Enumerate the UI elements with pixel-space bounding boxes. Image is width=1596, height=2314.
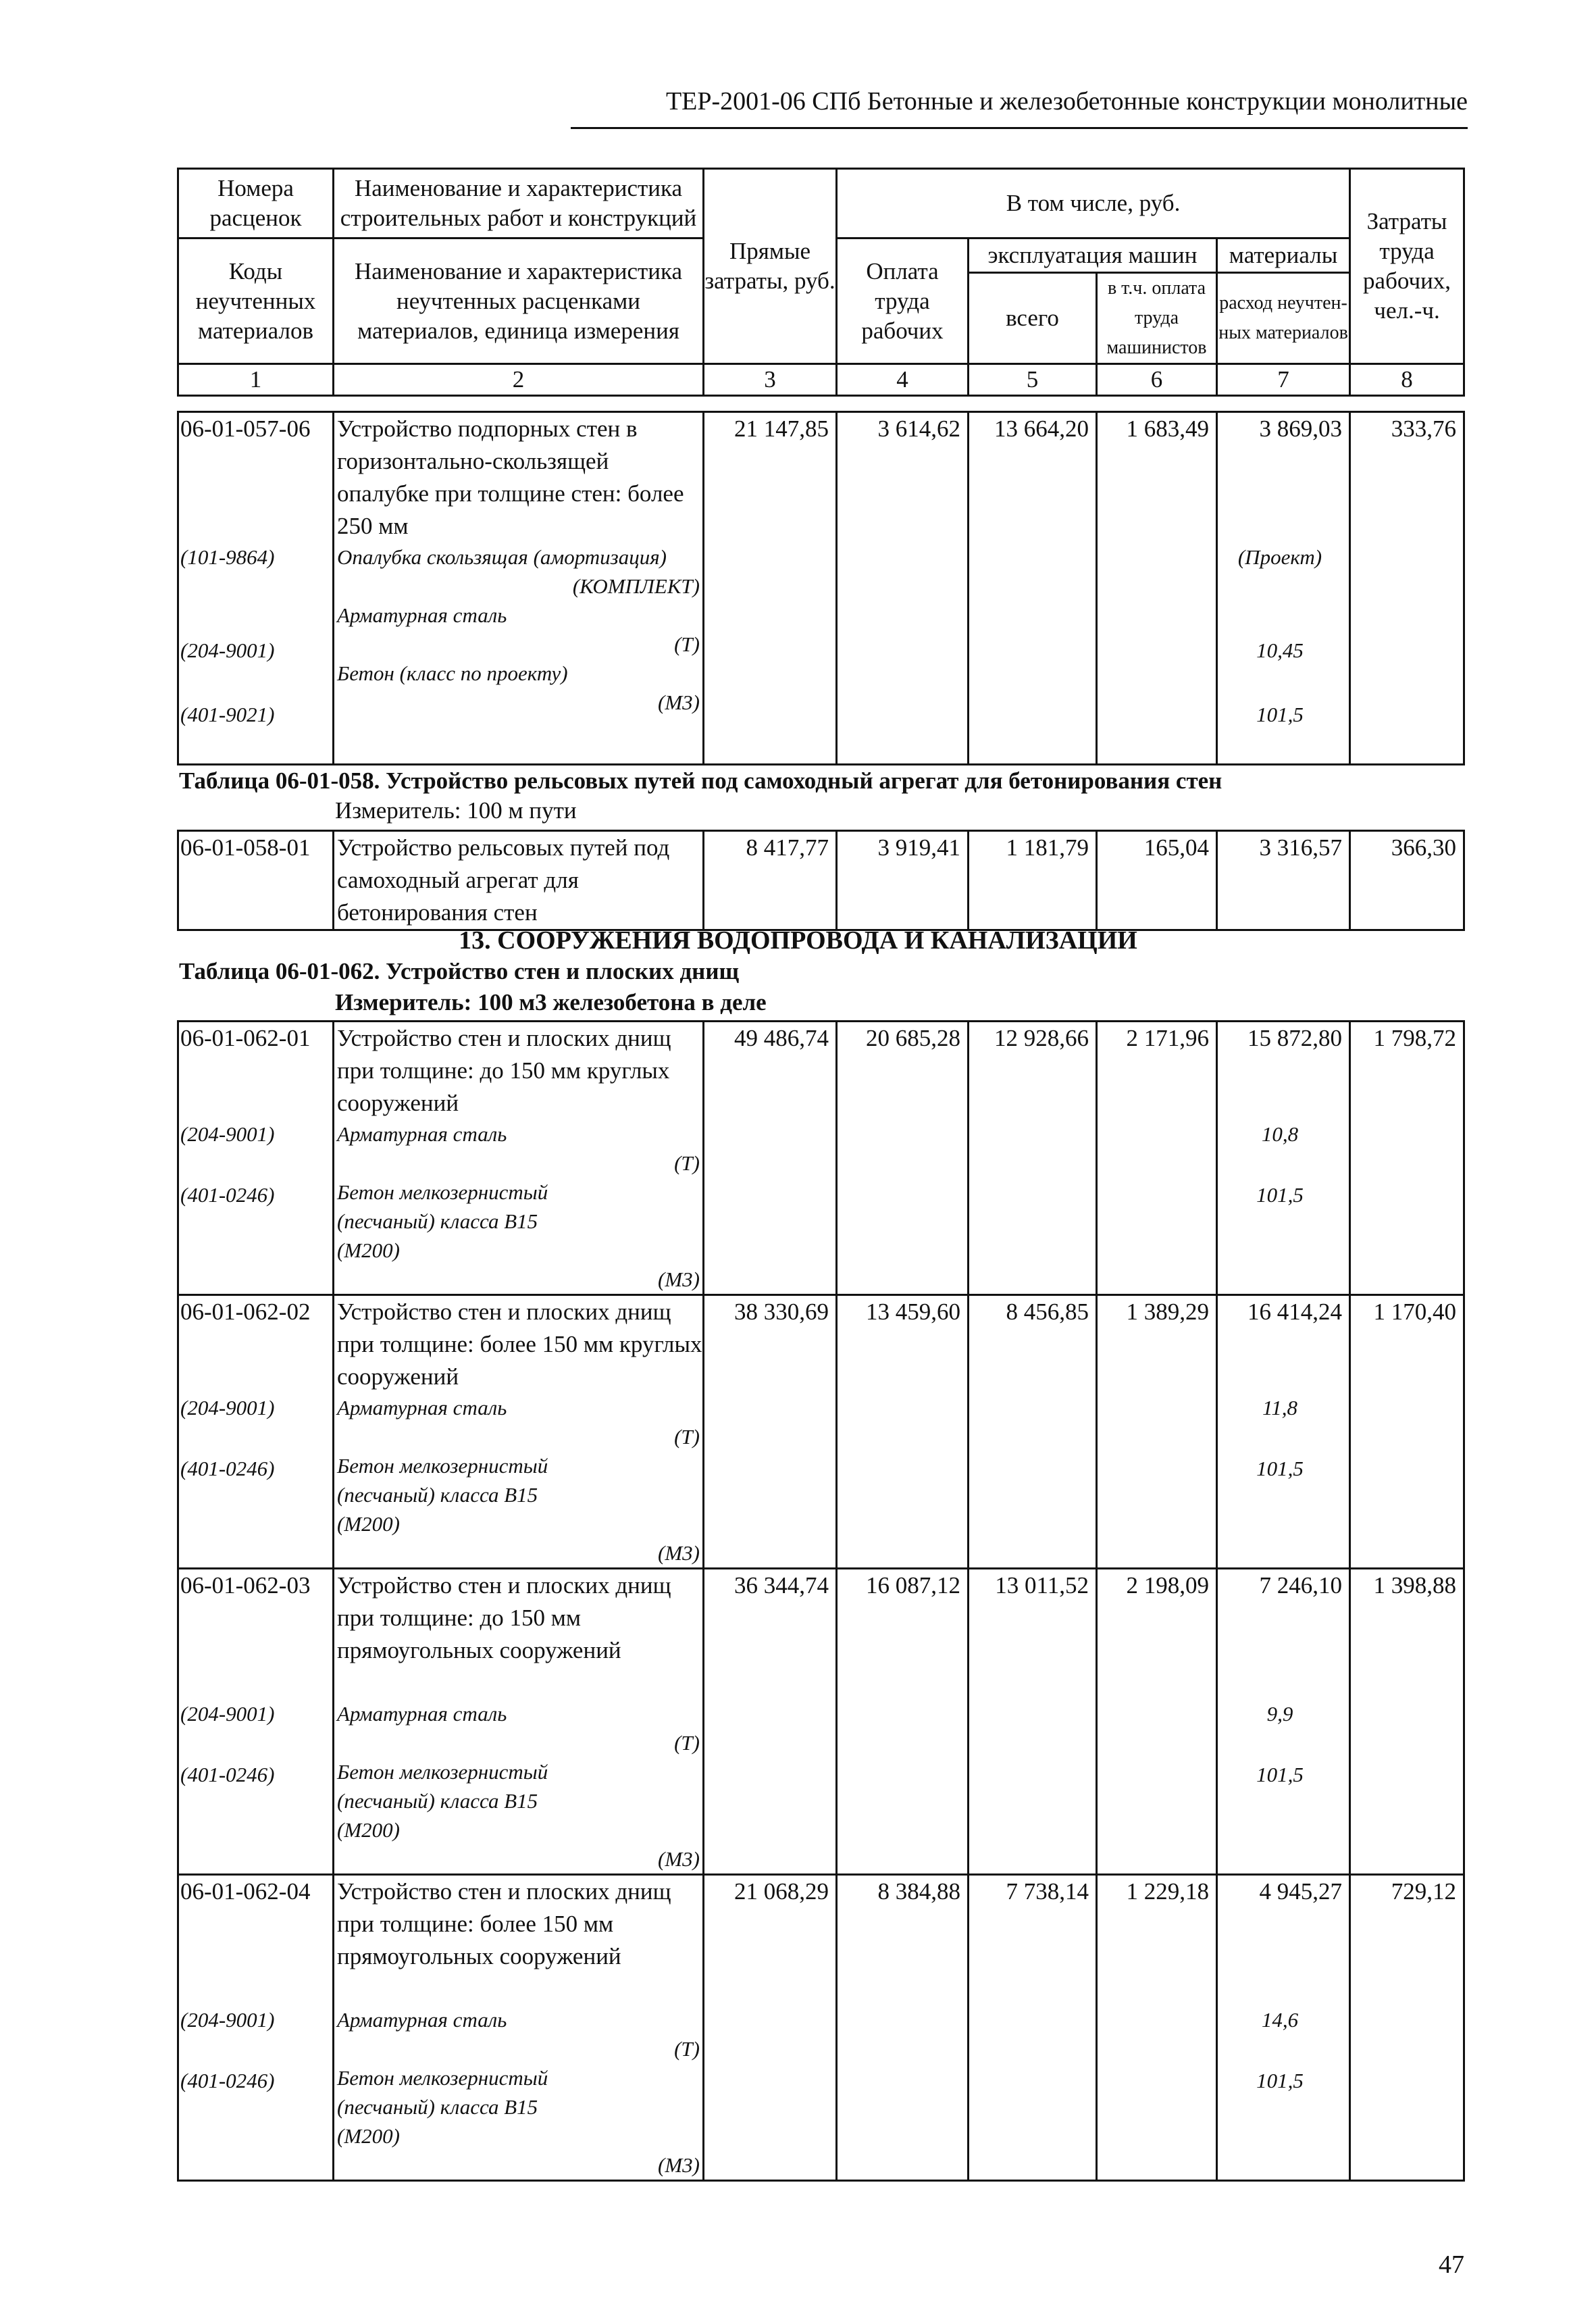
labor: 366,30 — [1350, 831, 1464, 930]
col-number: 6 — [1097, 364, 1217, 396]
material-code: (401-0246) — [180, 1457, 275, 1480]
material-unit: (КОМПЛЕКТ) — [572, 574, 700, 598]
material-unit: (М3) — [658, 1847, 700, 1871]
col-number: 3 — [704, 364, 837, 396]
material-code: (101-9864) — [180, 545, 275, 569]
material-code: (204-9001) — [180, 1396, 275, 1419]
material-unit: (М3) — [658, 1541, 700, 1565]
material-code: (204-9001) — [180, 638, 275, 662]
machines-total: 7 738,14 — [969, 1875, 1097, 2181]
materials-cost: 7 246,10 — [1259, 1572, 1342, 1599]
wages: 3 919,41 — [837, 831, 969, 930]
col-number: 1 — [178, 364, 334, 396]
wages: 16 087,12 — [837, 1569, 969, 1875]
table-title-058: Таблица 06-01-058. Устройство рельсовых путей под самоходный агрегат для бетонирования стен — [179, 768, 1222, 794]
labor: 1 798,72 — [1350, 1022, 1464, 1295]
labor: 1 398,88 — [1350, 1569, 1464, 1875]
material-amount: 101,5 — [1256, 703, 1304, 726]
material-name: Бетон мелкозернистый (песчаный) класса В15 (М200) — [337, 1180, 548, 1262]
material-unit: (М3) — [658, 1267, 700, 1291]
rate-table-062 — [177, 1020, 1465, 2182]
table-row — [178, 412, 1464, 765]
rate-code: 06-01-062-03 — [180, 1572, 311, 1599]
machines-header: эксплуатация машин — [969, 238, 1217, 273]
material-code: (204-9001) — [180, 1702, 275, 1726]
material-unit: (М3) — [658, 690, 700, 714]
running-header: ТЕР-2001-06 СПб Бетонные и железобетонные конструкции монолитные — [665, 87, 1468, 116]
materials-cost: 15 872,80 — [1247, 1025, 1342, 1051]
material-code: (401-9021) — [180, 703, 275, 726]
rate-code: 06-01-062-01 — [180, 1025, 311, 1051]
rate-name: Устройство рельсовых путей под самоходный агрегат для бетонирования стен — [334, 831, 704, 930]
col-number: 4 — [837, 364, 969, 396]
machinist-wages: 1 389,29 — [1097, 1295, 1217, 1569]
material-code: (401-0246) — [180, 2069, 275, 2092]
material-code: (204-9001) — [180, 1122, 275, 1146]
machines-total: 13 011,52 — [969, 1569, 1097, 1875]
measure-058: Измеритель: 100 м пути — [335, 797, 577, 824]
material-amount: 14,6 — [1261, 2008, 1299, 2032]
material-amount: 10,8 — [1261, 1122, 1299, 1146]
material-name: Бетон мелкозернистый (песчаный) класса В15 (М200) — [337, 1454, 548, 1536]
column-header-table — [177, 168, 1465, 397]
material-name: Бетон мелкозернистый (песчаный) класса В15 (М200) — [337, 1760, 548, 1842]
material-name: Арматурная сталь — [337, 2008, 507, 2032]
material-unit: (Т) — [674, 1151, 700, 1175]
machines-total: 13 664,20 — [969, 412, 1097, 765]
material-name: Арматурная сталь — [337, 1396, 507, 1419]
material-name: Опалубка скользящая (амортизация) — [337, 545, 667, 569]
machines-total: 12 928,66 — [969, 1022, 1097, 1295]
wages: 3 614,62 — [837, 412, 969, 765]
material-amount: (Проект) — [1237, 545, 1322, 569]
wages: 8 384,88 — [837, 1875, 969, 2181]
table-row — [178, 1569, 1464, 1875]
material-unit: (Т) — [674, 1425, 700, 1449]
labor-header: Затраты труда рабочих, чел.-ч. — [1350, 169, 1464, 364]
wages-header: Оплата труда рабочих — [837, 238, 969, 364]
table-row — [178, 831, 1464, 930]
machinist-wages: 1 683,49 — [1097, 412, 1217, 765]
name-bottom-header: Наименование и характеристика неучтенных расценками материалов, единица измерения — [334, 238, 704, 364]
labor: 729,12 — [1350, 1875, 1464, 2181]
material-name: Арматурная сталь — [337, 1702, 507, 1726]
codes-top-header: Номера расценок — [178, 169, 334, 238]
machinist-wages: 165,04 — [1097, 831, 1217, 930]
direct-costs: 38 330,69 — [704, 1295, 837, 1569]
material-amount: 101,5 — [1256, 1183, 1304, 1207]
rate-code: 06-01-057-06 — [180, 416, 311, 442]
col-number: 7 — [1217, 364, 1350, 396]
materials-cost: 3 869,03 — [1259, 416, 1342, 442]
wages: 20 685,28 — [837, 1022, 969, 1295]
direct-costs: 21 147,85 — [704, 412, 837, 765]
materials-cost: 16 414,24 — [1247, 1299, 1342, 1325]
rate-code: 06-01-062-02 — [180, 1299, 311, 1325]
direct-costs: 36 344,74 — [704, 1569, 837, 1875]
page-number: 47 — [1439, 2250, 1464, 2279]
section-title: 13. СООРУЖЕНИЯ ВОДОПРОВОДА И КАНАЛИЗАЦИИ — [459, 926, 1137, 955]
rate-name: Устройство подпорных стен в горизонтально-скользящей опалубке при толщине стен: более 250 мм — [337, 416, 684, 539]
rate-name: Устройство стен и плоских днищ при толщине: более 150 мм круглых сооружений — [337, 1299, 702, 1390]
material-amount: 101,5 — [1256, 1763, 1304, 1786]
material-amount: 101,5 — [1256, 2069, 1304, 2092]
rate-name: Устройство стен и плоских днищ при толщине: более 150 мм прямоугольных сооружений — [337, 1878, 671, 1969]
col-number: 5 — [969, 364, 1097, 396]
direct-costs: 49 486,74 — [704, 1022, 837, 1295]
wages: 13 459,60 — [837, 1295, 969, 1569]
table-row — [178, 1022, 1464, 1295]
material-code: (401-0246) — [180, 1763, 275, 1786]
materials-header: материалы — [1217, 238, 1350, 273]
unaccounted-materials-header: расход неучтен- ных материалов — [1217, 273, 1350, 364]
name-top-header: Наименование и характеристика строительных работ и конструкций — [334, 169, 704, 238]
material-unit: (Т) — [674, 2037, 700, 2061]
direct-costs-header: Прямые затраты, руб. — [704, 169, 837, 364]
direct-costs: 21 068,29 — [704, 1875, 837, 2181]
material-amount: 10,45 — [1256, 638, 1304, 662]
table-row — [178, 1295, 1464, 1569]
col-number: 2 — [334, 364, 704, 396]
table-title-062: Таблица 06-01-062. Устройство стен и плоских днищ — [179, 958, 740, 984]
material-name: Арматурная сталь — [337, 1122, 507, 1146]
codes-bottom-header: Коды неучтенных материалов — [178, 238, 334, 364]
measure-062: Измеритель: 100 м3 железобетона в деле — [335, 989, 767, 1015]
labor: 333,76 — [1350, 412, 1464, 765]
labor: 1 170,40 — [1350, 1295, 1464, 1569]
rate-table-058 — [177, 830, 1465, 931]
material-name: Арматурная сталь — [337, 603, 507, 627]
materials-cost: 3 316,57 — [1217, 831, 1350, 930]
material-name: Бетон (класс по проекту) — [337, 661, 568, 685]
including-header: В том числе, руб. — [837, 169, 1350, 238]
machinist-wages: 2 171,96 — [1097, 1022, 1217, 1295]
machinist-wages: 2 198,09 — [1097, 1569, 1217, 1875]
col-number: 8 — [1350, 364, 1464, 396]
rate-name: Устройство стен и плоских днищ при толщине: до 150 мм прямоугольных сооружений — [337, 1572, 671, 1663]
machines-total: 1 181,79 — [969, 831, 1097, 930]
material-code: (204-9001) — [180, 2008, 275, 2032]
material-code: (401-0246) — [180, 1183, 275, 1207]
header-rule — [571, 127, 1468, 129]
machinist-wages: 1 229,18 — [1097, 1875, 1217, 2181]
machines-total-header: всего — [969, 273, 1097, 364]
material-unit: (Т) — [674, 632, 700, 656]
machinist-wages-header: в т.ч. оплата труда машинистов — [1097, 273, 1217, 364]
rate-table-057 — [177, 411, 1465, 765]
machines-total: 8 456,85 — [969, 1295, 1097, 1569]
rate-name: Устройство стен и плоских днищ при толщине: до 150 мм круглых сооружений — [337, 1025, 671, 1116]
material-name: Бетон мелкозернистый (песчаный) класса В15 (М200) — [337, 2066, 548, 2148]
material-unit: (Т) — [674, 1731, 700, 1755]
material-amount: 101,5 — [1256, 1457, 1304, 1480]
table-row — [178, 1875, 1464, 2181]
material-unit: (М3) — [658, 2153, 700, 2177]
material-amount: 11,8 — [1262, 1396, 1297, 1419]
rate-code: 06-01-058-01 — [178, 831, 334, 930]
material-amount: 9,9 — [1266, 1702, 1293, 1726]
materials-cost: 4 945,27 — [1259, 1878, 1342, 1905]
direct-costs: 8 417,77 — [704, 831, 837, 930]
rate-code: 06-01-062-04 — [180, 1878, 311, 1905]
